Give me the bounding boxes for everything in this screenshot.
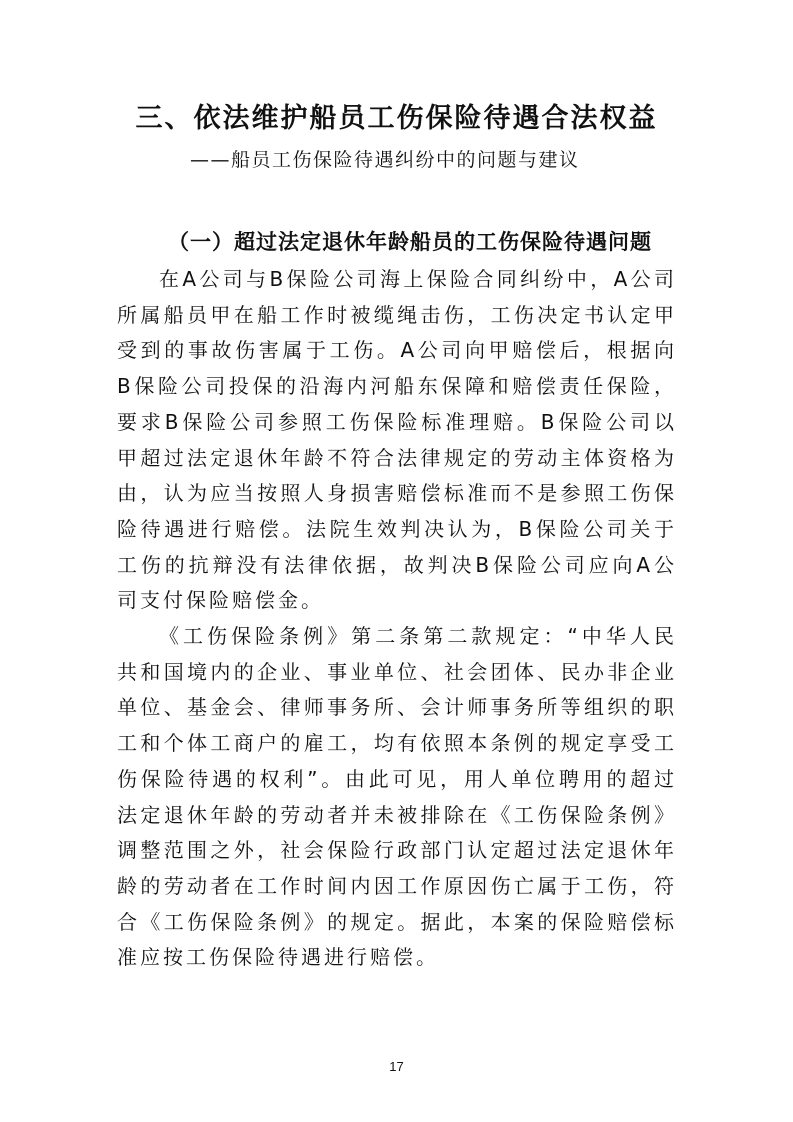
- document-title: 三、依法维护船员工伤保险待遇合法权益: [135, 103, 658, 134]
- document-subtitle: ——船员工伤保险待遇纠纷中的问题与建议: [190, 149, 580, 171]
- paragraph-case-summary: 在A公司与B保险公司海上保险合同纠纷中，A公司所属船员甲在船工作时被缆绳击伤，工伤决定书认定甲受到的事故伤害属于工伤。A公司向甲赔偿后，根据向B保险公司投保的沿海内河船东保障和赔偿责任保险，要求B保险公司参照工伤保险标准理赔。B保险公司以甲超过法定退休年龄不符合法律规定的劳动主体资格为由，认为应当按照人身损害赔偿标准而不是参照工伤保险待遇进行赔偿。法院生效判决认为，B保险公司关于工伤的抗辩没有法律依据，故判决B保险公司应向A公司支付保险赔偿金。: [117, 267, 677, 613]
- body-text: [117, 262, 677, 976]
- section-heading: （一）超过法定退休年龄船员的工伤保险待遇问题: [168, 230, 652, 254]
- page-number: 17: [389, 1059, 404, 1074]
- paragraph-regulation-analysis: 《工伤保险条例》第二条第二款规定：“中华人民共和国境内的企业、事业单位、社会团体、民办非企业单位、基金会、律师事务所、会计师事务所等组织的职工和个体工商户的雇工，均有依照本条例的规定享受工伤保险待遇的权利”。由此可见，用人单位聘用的超过法定退休年龄的劳动者并未被排除在《工伤保险条例》调整范围之外，社会保险行政部门认定超过法定退休年龄的劳动者在工作时间内因工作原因伤亡属于工伤，符合《工伤保险条例》的规定。据此，本案的保险赔偿标准应按工伤保险待遇进行赔偿。: [117, 624, 677, 970]
